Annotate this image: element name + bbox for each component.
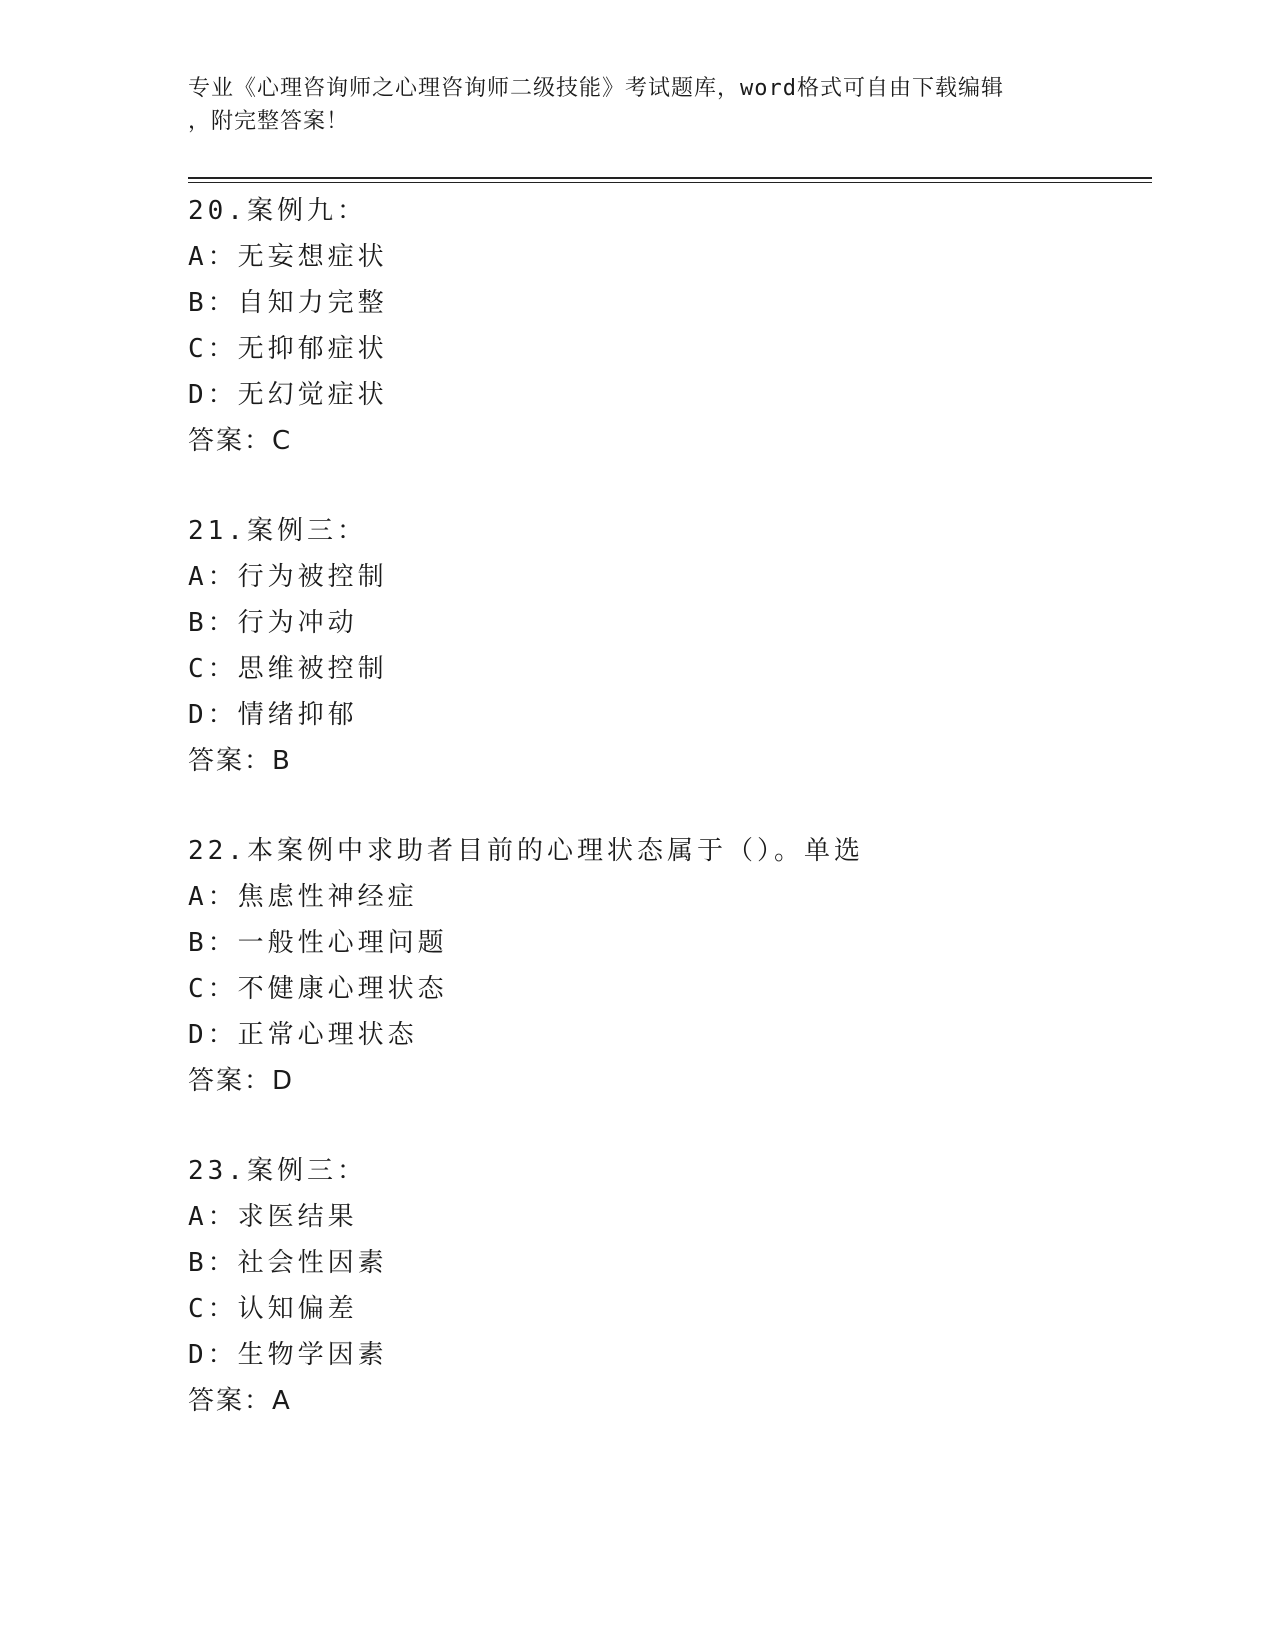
header-line-1: 专业《心理咨询师之心理咨询师二级技能》考试题库，word格式可自由下载编辑 bbox=[188, 76, 1004, 101]
option-c: C：认知偏差 bbox=[188, 1294, 358, 1324]
option-c: C：无抑郁症状 bbox=[188, 334, 388, 364]
option-d: D：正常心理状态 bbox=[188, 1020, 418, 1050]
option-b: B：社会性因素 bbox=[188, 1248, 388, 1278]
option-a: A：无妄想症状 bbox=[188, 242, 388, 272]
answer-line: 答案：A bbox=[188, 1386, 292, 1416]
option-d: D：生物学因素 bbox=[188, 1340, 388, 1370]
question-stem: 22.本案例中求助者目前的心理状态属于（）。单选 bbox=[188, 836, 864, 866]
option-c: C：不健康心理状态 bbox=[188, 974, 448, 1004]
question-21 bbox=[188, 508, 1148, 828]
option-a: A：求医结果 bbox=[188, 1202, 358, 1232]
question-stem: 23.案例三： bbox=[188, 1156, 367, 1186]
option-d: D：无幻觉症状 bbox=[188, 380, 388, 410]
option-b: B：一般性心理问题 bbox=[188, 928, 448, 958]
option-b: B：行为冲动 bbox=[188, 608, 358, 638]
header-line-2: ，附完整答案！ bbox=[188, 109, 350, 134]
document-header bbox=[188, 72, 1088, 138]
option-c: C：思维被控制 bbox=[188, 654, 388, 684]
question-stem: 21.案例三： bbox=[188, 516, 367, 546]
question-stem: 20.案例九： bbox=[188, 196, 367, 226]
answer-line: 答案：C bbox=[188, 426, 293, 456]
question-22 bbox=[188, 828, 1148, 1148]
option-a: A：焦虑性神经症 bbox=[188, 882, 418, 912]
header-divider-thick bbox=[188, 177, 1152, 179]
option-b: B：自知力完整 bbox=[188, 288, 388, 318]
answer-line: 答案：B bbox=[188, 746, 292, 776]
question-20 bbox=[188, 188, 1148, 508]
question-list bbox=[188, 188, 1148, 1468]
question-23 bbox=[188, 1148, 1148, 1468]
answer-line: 答案：D bbox=[188, 1066, 295, 1096]
option-a: A：行为被控制 bbox=[188, 562, 388, 592]
header-divider-thin bbox=[188, 182, 1152, 183]
option-d: D：情绪抑郁 bbox=[188, 700, 358, 730]
